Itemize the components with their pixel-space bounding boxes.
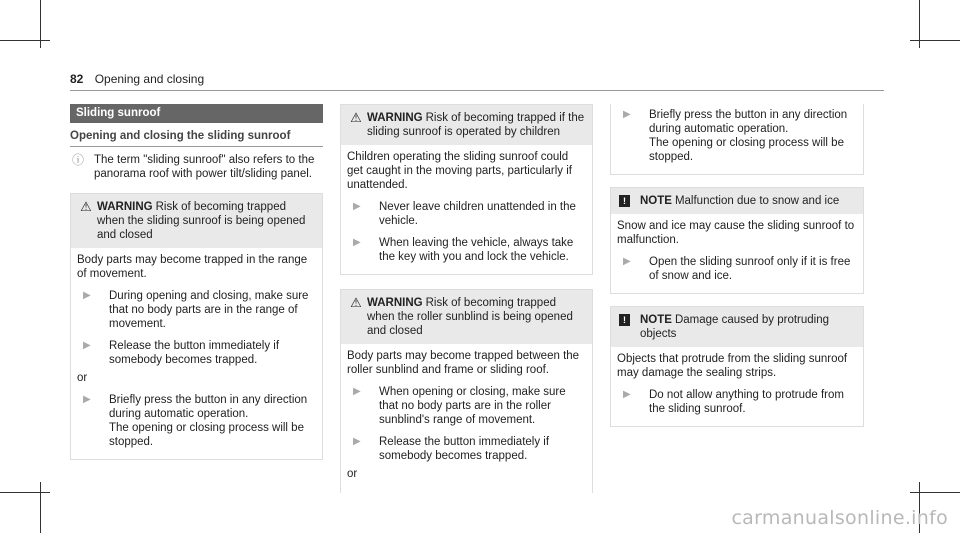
- warning-label: WARNING: [97, 201, 153, 213]
- list-item: [347, 200, 586, 228]
- warning-body-text: Body parts may become trapped between the roller sunblind and frame or sliding roof.: [347, 350, 580, 376]
- info-note-text: The term "sliding sunroof" also refers to the panorama roof with power tilt/sliding panel.: [94, 154, 315, 180]
- warning-body: [71, 248, 322, 459]
- warning-body: [341, 145, 592, 274]
- note-header: [611, 307, 863, 347]
- note-box: [610, 187, 864, 294]
- list-item: [617, 388, 857, 416]
- header-divider: [70, 90, 884, 91]
- warning-label: WARNING: [367, 112, 423, 124]
- list-item: [347, 385, 586, 427]
- arrow-icon: ▶: [83, 340, 91, 351]
- crop-mark: [0, 492, 50, 493]
- arrow-icon: ▶: [623, 389, 631, 400]
- crop-mark: [0, 40, 50, 41]
- warning-body: [611, 104, 863, 174]
- chapter-title: Opening and closing: [94, 72, 205, 86]
- note-box: [610, 306, 864, 427]
- column-2: [340, 104, 593, 493]
- warning-header: [71, 194, 322, 248]
- list-item-text: The opening or closing process will be stopped.: [109, 422, 304, 448]
- info-icon: ⓘ: [72, 153, 85, 167]
- warning-triangle-icon: ⚠: [80, 199, 92, 214]
- or-text: or: [347, 468, 358, 480]
- note-header: [611, 188, 863, 214]
- watermark: carmanualsonline.info: [731, 507, 948, 529]
- warning-triangle-icon: ⚠: [350, 295, 362, 310]
- page-number: 82: [70, 72, 84, 86]
- warning-body-text: Children operating the sliding sunroof could get caught in the moving parts, particularly if unattended.: [347, 151, 573, 191]
- page-header: [70, 72, 204, 86]
- list-item: [347, 435, 586, 463]
- list-item-text: Briefly press the button in any direction during automatic operation.: [649, 109, 848, 135]
- note-body-text: Snow and ice may cause the sliding sunroof to malfunction.: [617, 220, 855, 246]
- warning-text: Risk of becoming trapped when the roller sunblind is being opened and closed: [367, 297, 573, 337]
- warning-text: Risk of becoming trapped if the sliding sunroof is operated by children: [367, 112, 585, 138]
- warning-header: [341, 290, 592, 344]
- arrow-icon: ▶: [353, 201, 361, 212]
- crop-mark: [40, 482, 41, 533]
- warning-box: [70, 193, 323, 460]
- list-item-text: Do not allow anything to protrude from the sliding sunroof.: [649, 389, 844, 415]
- warning-body: [341, 344, 592, 493]
- column-1: [70, 104, 323, 472]
- crop-mark: [910, 492, 960, 493]
- warning-box: [340, 104, 593, 275]
- list-item: [77, 393, 316, 449]
- list-item-text: When opening or closing, make sure that no body parts are in the roller sunblind's range of movement.: [379, 386, 566, 426]
- list-item: [77, 289, 316, 331]
- warning-label: WARNING: [367, 297, 423, 309]
- arrow-icon: ▶: [623, 256, 631, 267]
- warning-header: [341, 105, 592, 145]
- list-item-text: The opening or closing process will be stopped.: [649, 137, 844, 163]
- list-item-text: During opening and closing, make sure that no body parts are in the range of movement.: [109, 290, 309, 330]
- note-body: [611, 214, 863, 293]
- list-item-text: Open the sliding sunroof only if it is free of snow and ice.: [649, 256, 851, 282]
- list-item: [617, 255, 857, 283]
- note-body: [611, 347, 863, 426]
- or-text: or: [77, 372, 88, 384]
- arrow-icon: ▶: [623, 109, 631, 120]
- arrow-icon: ▶: [83, 290, 91, 301]
- warning-box: [340, 289, 593, 493]
- info-note: [70, 153, 323, 181]
- subsection-title: Opening and closing the sliding sunroof: [70, 129, 323, 147]
- list-item: [77, 339, 316, 367]
- note-body-text: Objects that protrude from the sliding sunroof may damage the sealing strips.: [617, 353, 848, 379]
- note-text: Malfunction due to snow and ice: [674, 195, 840, 207]
- list-item: [617, 108, 857, 164]
- note-text: Damage caused by protruding objects: [640, 314, 830, 340]
- arrow-icon: ▶: [353, 386, 361, 397]
- column-3: [610, 104, 864, 439]
- list-item: [347, 236, 586, 264]
- list-item-text: When leaving the vehicle, always take the key with you and lock the vehicle.: [379, 237, 574, 263]
- exclamation-icon: !: [619, 314, 630, 326]
- arrow-icon: ▶: [83, 394, 91, 405]
- list-item-text: Release the button immediately if somebody becomes trapped.: [379, 436, 550, 462]
- section-title: Sliding sunroof: [70, 104, 323, 123]
- arrow-icon: ▶: [353, 436, 361, 447]
- note-label: NOTE: [640, 314, 672, 326]
- arrow-icon: ▶: [353, 237, 361, 248]
- note-label: NOTE: [640, 195, 672, 207]
- list-item-text: Release the button immediately if somebody becomes trapped.: [109, 340, 280, 366]
- list-item-text: Briefly press the button in any direction during automatic operation.: [109, 394, 308, 420]
- list-item-text: Never leave children unattended in the vehicle.: [379, 201, 576, 227]
- warning-text: Risk of becoming trapped when the sliding sunroof is being opened and closed: [97, 201, 306, 241]
- exclamation-icon: !: [619, 195, 630, 207]
- continued-warning-box: [610, 104, 864, 175]
- warning-triangle-icon: ⚠: [350, 110, 362, 125]
- crop-mark: [910, 40, 960, 41]
- warning-body-text: Body parts may become trapped in the range of movement.: [77, 254, 308, 280]
